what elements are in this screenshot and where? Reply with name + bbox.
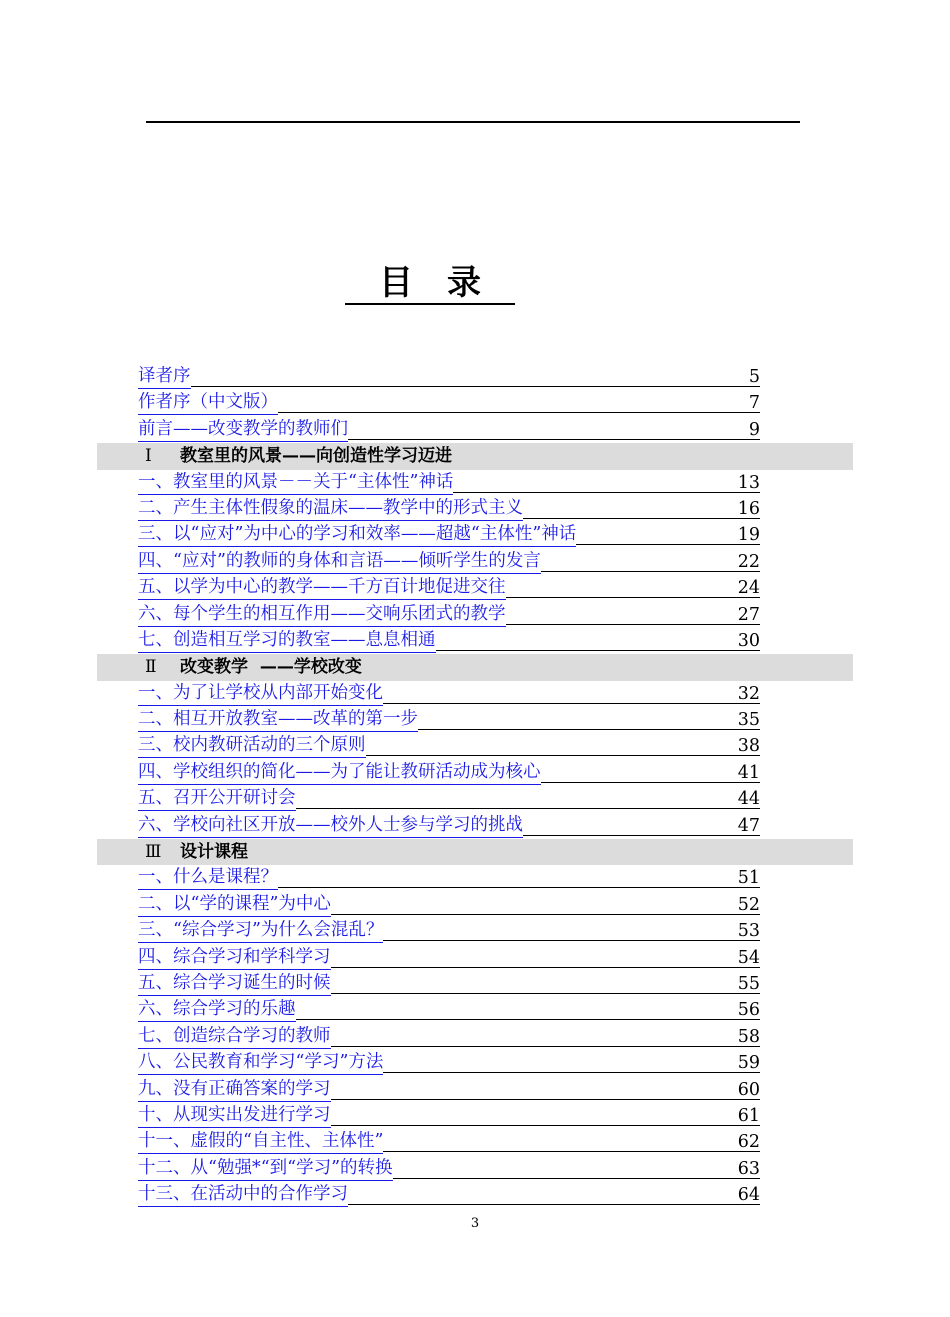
toc-entry (0, 707, 950, 733)
toc-entry-link[interactable]: 二、相互开放教室——改革的第一步 (138, 707, 418, 732)
toc-entry (0, 813, 950, 839)
toc-leader-line (331, 1125, 761, 1126)
toc-entry-link[interactable]: 作者序（中文版） (138, 390, 278, 415)
toc-entry-page: 56 (737, 1000, 760, 1021)
toc-entry-page: 53 (737, 921, 760, 942)
toc-leader-line (383, 1151, 760, 1152)
toc-entry-link[interactable]: 一、什么是课程？ (138, 865, 278, 890)
toc-entry-link[interactable]: 三、“综合学习”为什么会混乱？ (138, 918, 383, 943)
toc-entry-page: 60 (737, 1079, 760, 1100)
toc-leader-line (331, 1046, 761, 1047)
toc-section-header (97, 654, 853, 680)
toc-entry-link[interactable]: 三、校内教研活动的三个原则 (138, 733, 366, 758)
toc-entry-page: 52 (737, 894, 760, 915)
toc-entry-page: 16 (737, 498, 760, 519)
toc-section-header (97, 839, 853, 865)
toc-entry (0, 364, 950, 390)
toc-entry-page: 63 (737, 1158, 760, 1179)
toc-leader-line (436, 650, 761, 651)
section-number: Ⅰ (145, 446, 152, 467)
section-number: Ⅲ (145, 842, 162, 863)
toc-entry-link[interactable]: 一、为了让学校从内部开始变化 (138, 681, 383, 706)
toc-leader-line (278, 412, 760, 413)
toc-entry-link[interactable]: 五、召开公开研讨会 (138, 786, 296, 811)
toc-entry (0, 549, 950, 575)
toc-entry-link[interactable]: 六、学校向社区开放——校外人士参与学习的挑战 (138, 813, 523, 838)
toc-entry-page: 64 (737, 1185, 760, 1206)
toc-entry (0, 760, 950, 786)
header-rule (146, 121, 800, 123)
toc-leader-line (296, 808, 761, 809)
toc-entry-link[interactable]: 三、以“应对”为中心的学习和效率——超越“主体性”神话 (138, 522, 576, 547)
toc-entry-page: 51 (737, 868, 760, 889)
toc-entry-link[interactable]: 九、没有正确答案的学习 (138, 1077, 331, 1102)
toc-entry (0, 602, 950, 628)
toc-entry (0, 1077, 950, 1103)
page-title-text: 目录 (345, 263, 515, 305)
toc-entry-page: 62 (737, 1132, 760, 1153)
toc-entry (0, 417, 950, 443)
toc-entry (0, 1050, 950, 1076)
toc-entry-link[interactable]: 六、综合学习的乐趣 (138, 997, 296, 1022)
section-title: 教室里的风景——向创造性学习迈进 (180, 446, 452, 467)
toc-entry (0, 1182, 950, 1208)
toc-entry-link[interactable]: 十一、虚假的“自主性、主体性” (138, 1129, 383, 1154)
toc-entry-link[interactable]: 七、创造综合学习的教师 (138, 1024, 331, 1049)
toc-entry (0, 1024, 950, 1050)
toc-entry (0, 733, 950, 759)
toc-entry-link[interactable]: 五、综合学习诞生的时候 (138, 971, 331, 996)
toc-entry-link[interactable]: 七、创造相互学习的教室——息息相通 (138, 628, 436, 653)
toc-entry-page: 38 (737, 736, 760, 757)
toc-section-header (97, 443, 853, 469)
toc-entry (0, 681, 950, 707)
toc-entry-link[interactable]: 前言——改变教学的教师们 (138, 417, 348, 442)
toc-entry (0, 786, 950, 812)
toc-leader-line (453, 492, 760, 493)
toc-entry-link[interactable]: 二、以“学的课程”为中心 (138, 892, 331, 917)
toc-leader-line (331, 993, 761, 994)
toc-leader-line (191, 386, 761, 387)
toc-entry-link[interactable]: 二、产生主体性假象的温床——教学中的形式主义 (138, 496, 523, 521)
toc-entry-page: 19 (737, 525, 760, 546)
toc-entry-page: 9 (748, 419, 760, 440)
toc-entry (0, 390, 950, 416)
toc-entry (0, 971, 950, 997)
section-title: 设计课程 (180, 842, 248, 863)
toc-leader-line (348, 1204, 760, 1205)
toc-entry-page: 61 (737, 1105, 760, 1126)
toc-entry (0, 892, 950, 918)
toc-entry (0, 470, 950, 496)
toc-entry-link[interactable]: 四、学校组织的简化——为了能让教研活动成为核心 (138, 760, 541, 785)
toc-entry-page: 27 (737, 604, 760, 625)
table-of-contents (0, 364, 950, 1209)
toc-entry-link[interactable]: 六、每个学生的相互作用——交响乐团式的教学 (138, 602, 506, 627)
toc-entry-link[interactable]: 译者序 (138, 364, 191, 389)
section-title: 改变教学 ——学校改变 (180, 657, 362, 678)
toc-entry (0, 496, 950, 522)
toc-entry-page: 44 (737, 789, 760, 810)
toc-entry (0, 522, 950, 548)
toc-entry-page: 24 (737, 578, 760, 599)
section-number: Ⅱ (145, 657, 157, 678)
toc-entry (0, 1129, 950, 1155)
toc-entry-page: 5 (748, 367, 760, 387)
toc-entry-page: 41 (737, 762, 760, 783)
toc-leader-line (383, 703, 760, 704)
toc-leader-line (348, 439, 760, 440)
toc-entry-link[interactable]: 十、从现实出发进行学习 (138, 1103, 331, 1128)
toc-leader-line (296, 1019, 761, 1020)
toc-entry (0, 575, 950, 601)
toc-entry-page: 32 (737, 683, 760, 704)
toc-entry (0, 628, 950, 654)
toc-entry-link[interactable]: 四、综合学习和学科学习 (138, 945, 331, 970)
toc-entry-page: 55 (737, 973, 760, 994)
toc-entry (0, 1103, 950, 1129)
toc-entry (0, 1156, 950, 1182)
toc-entry-page: 22 (737, 551, 760, 572)
toc-entry-page: 59 (737, 1053, 760, 1074)
toc-leader-line (278, 887, 760, 888)
toc-entry-link[interactable]: 十二、从“勉强*“到“学习”的转换 (138, 1156, 393, 1181)
page-title (0, 258, 860, 308)
toc-entry-page: 7 (748, 393, 760, 414)
toc-entry-page: 35 (737, 710, 760, 731)
toc-leader-line (366, 755, 761, 756)
toc-entry-page: 58 (737, 1026, 760, 1047)
toc-leader-line (418, 729, 760, 730)
toc-entry-page: 47 (737, 815, 760, 836)
toc-entry-page: 54 (737, 947, 760, 968)
toc-entry (0, 865, 950, 891)
toc-leader-line (331, 914, 760, 915)
toc-entry-page: 13 (737, 472, 760, 493)
toc-entry-link[interactable]: 十三、在活动中的合作学习 (138, 1182, 348, 1207)
toc-leader-line (331, 1099, 761, 1100)
toc-leader-line (383, 940, 760, 941)
toc-leader-line (393, 1178, 760, 1179)
page-number: 3 (470, 1216, 480, 1231)
toc-leader-line (331, 967, 761, 968)
toc-entry (0, 945, 950, 971)
toc-leader-line (383, 1072, 760, 1073)
toc-entry-link[interactable]: 一、教室里的风景－－关于“主体性”神话 (138, 470, 453, 495)
toc-entry-page: 30 (737, 630, 760, 651)
toc-entry (0, 918, 950, 944)
toc-entry (0, 997, 950, 1023)
toc-entry-link[interactable]: 五、以学为中心的教学——千方百计地促进交往 (138, 575, 506, 600)
toc-entry-link[interactable]: 四、“应对”的教师的身体和言语——倾听学生的发言 (138, 549, 541, 574)
toc-entry-link[interactable]: 八、公民教育和学习“学习”方法 (138, 1050, 383, 1075)
